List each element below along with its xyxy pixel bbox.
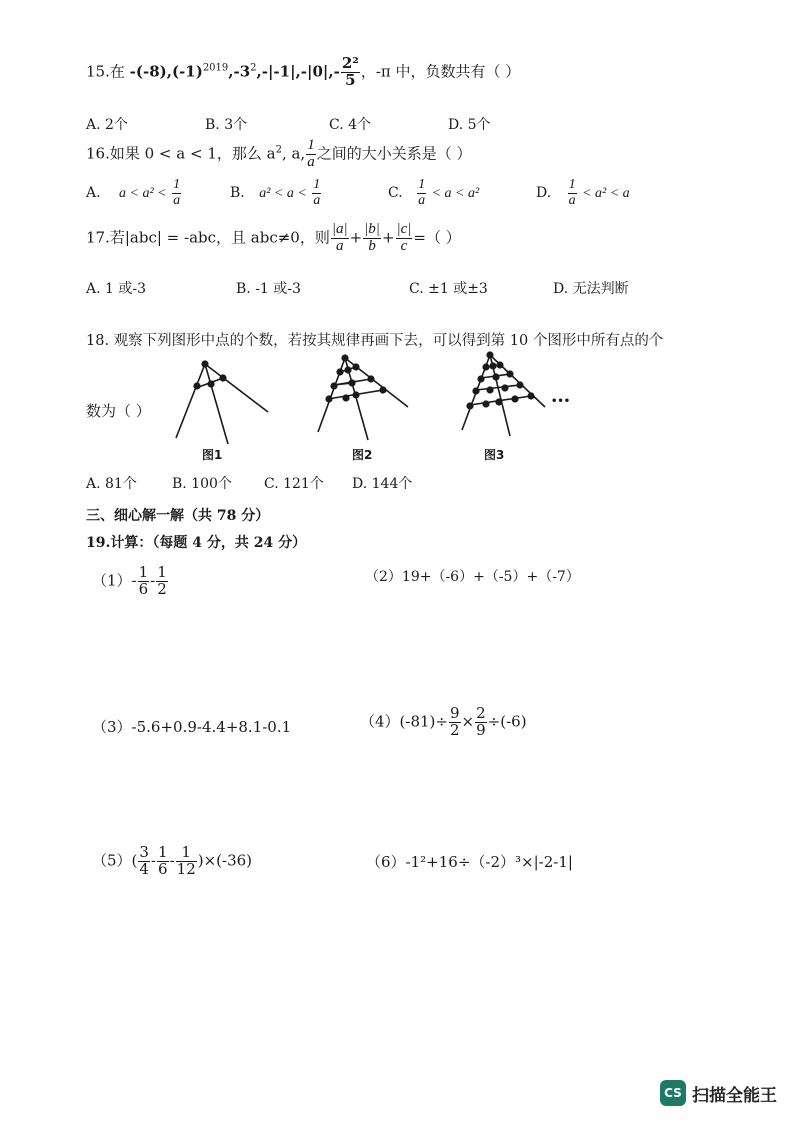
q16-b-frac-den: a bbox=[313, 192, 321, 208]
q16-option-b[interactable] bbox=[230, 178, 322, 208]
q17-frac-a-den: a bbox=[335, 237, 344, 254]
q19-part-4 bbox=[360, 706, 527, 739]
q16-stem-b: , a, bbox=[281, 144, 306, 163]
q19-p4-n2: 2 bbox=[476, 704, 486, 722]
q19-p1-d2: 2 bbox=[157, 579, 167, 598]
q15-sup-1: 2019 bbox=[202, 62, 229, 74]
q15-frac-den: 5 bbox=[345, 70, 356, 89]
q19-p4-c: ÷(-6) bbox=[487, 712, 527, 731]
q17-frac-a-num: |a| bbox=[331, 221, 348, 237]
figure-ellipsis: ••• bbox=[551, 396, 571, 407]
q16-stem-c: 之间的大小关系是（ ） bbox=[316, 144, 472, 163]
q19-p1-frac-2 bbox=[156, 565, 168, 598]
q19-p5-minus-2: - bbox=[169, 851, 175, 870]
q19-p4-a: (-81)÷ bbox=[399, 712, 448, 731]
camscanner-logo-text: 扫描全能王 bbox=[692, 1085, 777, 1106]
q16-option-b-frac bbox=[312, 178, 321, 208]
q16-option-b-expr: a² < a < bbox=[259, 186, 307, 202]
q18-stem-line2: 数为（ ） bbox=[86, 402, 151, 420]
camscanner-logo-icon: CS bbox=[660, 1080, 686, 1106]
q19-p5-close: )×(-36) bbox=[197, 851, 253, 870]
figure-1 bbox=[176, 364, 268, 444]
q18-option-a[interactable]: A. 81个 bbox=[86, 476, 137, 492]
q15-stem bbox=[86, 56, 520, 89]
q15-expr-2: ,-3 bbox=[228, 62, 251, 81]
q17-frac-b-num: |b| bbox=[364, 221, 380, 237]
q19-p1-n2: 1 bbox=[157, 563, 167, 581]
q16-option-d-label: D. bbox=[536, 185, 552, 202]
q19-p5-label: （5） bbox=[92, 851, 132, 870]
q15-number: 15.在 bbox=[86, 62, 125, 81]
q16-stem-frac bbox=[306, 138, 316, 171]
q16-b-frac-num: 1 bbox=[313, 177, 321, 192]
q17-plus-2: + bbox=[381, 228, 395, 247]
q17-stem-text: 17.若|abc| = -abc，且 abc≠0，则 bbox=[86, 228, 330, 247]
q15-sup-2: 2 bbox=[250, 62, 257, 74]
q16-c-frac-num: 1 bbox=[418, 177, 426, 192]
q19-part-6: （6）-1²+16÷（-2）³×|-2-1| bbox=[366, 853, 573, 871]
figure-1-caption: 图1 bbox=[202, 448, 223, 462]
q19-part-2: （2）19+（-6）+（-5）+（-7） bbox=[365, 569, 580, 585]
q16-option-c-expr: < a < a² bbox=[431, 186, 480, 202]
q18-stem-line1: 18. 观察下列图形中点的个数，若按其规律再画下去，可以得到第 10 个图形中所有点的个 bbox=[86, 333, 664, 349]
q18-option-d[interactable]: D. 144个 bbox=[352, 476, 413, 492]
q19-p4-d1: 2 bbox=[449, 720, 460, 739]
q16-option-d-frac bbox=[568, 178, 577, 208]
q15-option-a[interactable]: A. 2个 bbox=[86, 117, 128, 133]
q19-part-3: （3）-5.6+0.9-4.4+8.1-0.1 bbox=[92, 718, 292, 736]
q15-expr-1: -(-8),(-1) bbox=[129, 62, 203, 81]
q16-stem-frac-den: a bbox=[307, 153, 315, 170]
q19-p4-frac-1 bbox=[449, 706, 461, 739]
q19-p5-n1: 3 bbox=[139, 843, 149, 861]
q16-option-d-expr: < a² < a bbox=[582, 186, 630, 202]
q17-stem bbox=[86, 222, 461, 255]
q19-p5-d2: 6 bbox=[158, 859, 168, 878]
q19-p4-times: × bbox=[461, 712, 475, 731]
q17-tail: =（ ） bbox=[413, 228, 461, 247]
q19-p4-label: （4） bbox=[360, 712, 400, 731]
q19-p5-minus-1: - bbox=[150, 851, 157, 870]
q15-expr-3: ,-|-1|,-|0|,- bbox=[256, 62, 340, 81]
q17-frac-c-num: |c| bbox=[396, 221, 412, 237]
q16-option-b-label: B. bbox=[230, 185, 245, 202]
q19-p4-n1: 9 bbox=[449, 704, 460, 722]
q18-option-b[interactable]: B. 100个 bbox=[172, 476, 232, 492]
q19-p1-minus-2: - bbox=[150, 571, 156, 590]
q16-stem bbox=[86, 138, 471, 171]
q17-option-b[interactable]: B. -1 或-3 bbox=[236, 281, 301, 297]
q19-p5-d3: 12 bbox=[176, 859, 196, 878]
q17-option-d[interactable]: D. 无法判断 bbox=[553, 281, 629, 297]
q19-p1-n1: 1 bbox=[138, 563, 149, 581]
q16-a-frac-den: a bbox=[173, 192, 181, 208]
q15-option-b[interactable]: B. 3个 bbox=[205, 117, 248, 133]
q19-p1-minus-1: - bbox=[131, 571, 137, 590]
q17-option-c[interactable]: C. ±1 或±3 bbox=[409, 281, 488, 297]
figure-3 bbox=[462, 355, 545, 436]
q17-option-a[interactable]: A. 1 或-3 bbox=[86, 281, 147, 297]
q19-p1-frac-1 bbox=[138, 565, 150, 598]
q16-stem-frac-num: 1 bbox=[307, 137, 315, 153]
q16-option-a-frac bbox=[172, 178, 181, 208]
q16-option-a-label: A. bbox=[86, 185, 101, 202]
q19-p5-n2: 1 bbox=[158, 843, 168, 861]
q19-p1-label: （1） bbox=[92, 571, 132, 590]
figure-2-caption: 图2 bbox=[352, 448, 373, 462]
q19-p4-frac-2 bbox=[475, 706, 487, 739]
q16-c-frac-den: a bbox=[418, 192, 426, 208]
q19-p5-d1: 4 bbox=[139, 859, 149, 878]
q19-p5-frac-2 bbox=[157, 845, 169, 878]
q16-stem-a: 16.如果 0 < a < 1，那么 a bbox=[86, 144, 276, 163]
q15-tail: ，-π 中，负数共有（ ） bbox=[360, 62, 521, 81]
q19-p5-frac-1 bbox=[138, 845, 150, 878]
q19-p5-open: ( bbox=[131, 851, 138, 870]
q16-option-c-frac bbox=[417, 178, 426, 208]
q16-d-frac-num: 1 bbox=[568, 177, 576, 192]
q17-frac-c bbox=[396, 222, 413, 255]
q16-a-frac-num: 1 bbox=[173, 177, 181, 192]
q17-frac-a bbox=[331, 222, 349, 255]
q17-frac-b bbox=[363, 222, 381, 255]
q15-frac-num: 2² bbox=[341, 54, 359, 72]
section-3-heading: 三、细心解一解（共 78 分） bbox=[86, 508, 270, 524]
q18-option-c[interactable]: C. 121个 bbox=[264, 476, 324, 492]
q17-frac-c-den: c bbox=[400, 237, 408, 254]
q16-option-a[interactable] bbox=[86, 178, 182, 208]
camscanner-watermark bbox=[660, 1080, 777, 1106]
q16-option-c-label: C. bbox=[388, 185, 403, 202]
q19-title: 19.计算：（每题 4 分，共 24 分） bbox=[86, 535, 307, 551]
q16-option-d[interactable] bbox=[536, 178, 630, 208]
q15-option-d[interactable]: D. 5个 bbox=[448, 117, 491, 133]
q15-fraction bbox=[341, 56, 360, 89]
figure-3-caption: 图3 bbox=[484, 448, 505, 462]
q16-stem-sup: 2 bbox=[275, 144, 282, 156]
q16-option-c[interactable] bbox=[388, 178, 479, 208]
q16-d-frac-den: a bbox=[568, 192, 576, 208]
q19-p5-n3: 1 bbox=[176, 845, 197, 862]
q16-option-a-expr: a < a² < bbox=[119, 186, 167, 202]
q15-option-c[interactable]: C. 4个 bbox=[329, 117, 372, 133]
q19-p5-frac-3 bbox=[176, 845, 197, 878]
figure-2 bbox=[318, 358, 408, 440]
q17-frac-b-den: b bbox=[368, 237, 376, 254]
q17-plus-1: + bbox=[349, 228, 363, 247]
q19-part-5 bbox=[92, 845, 252, 878]
q19-p4-d2: 9 bbox=[476, 720, 486, 739]
q19-p1-d1: 6 bbox=[138, 579, 149, 598]
q19-part-1 bbox=[92, 565, 169, 598]
